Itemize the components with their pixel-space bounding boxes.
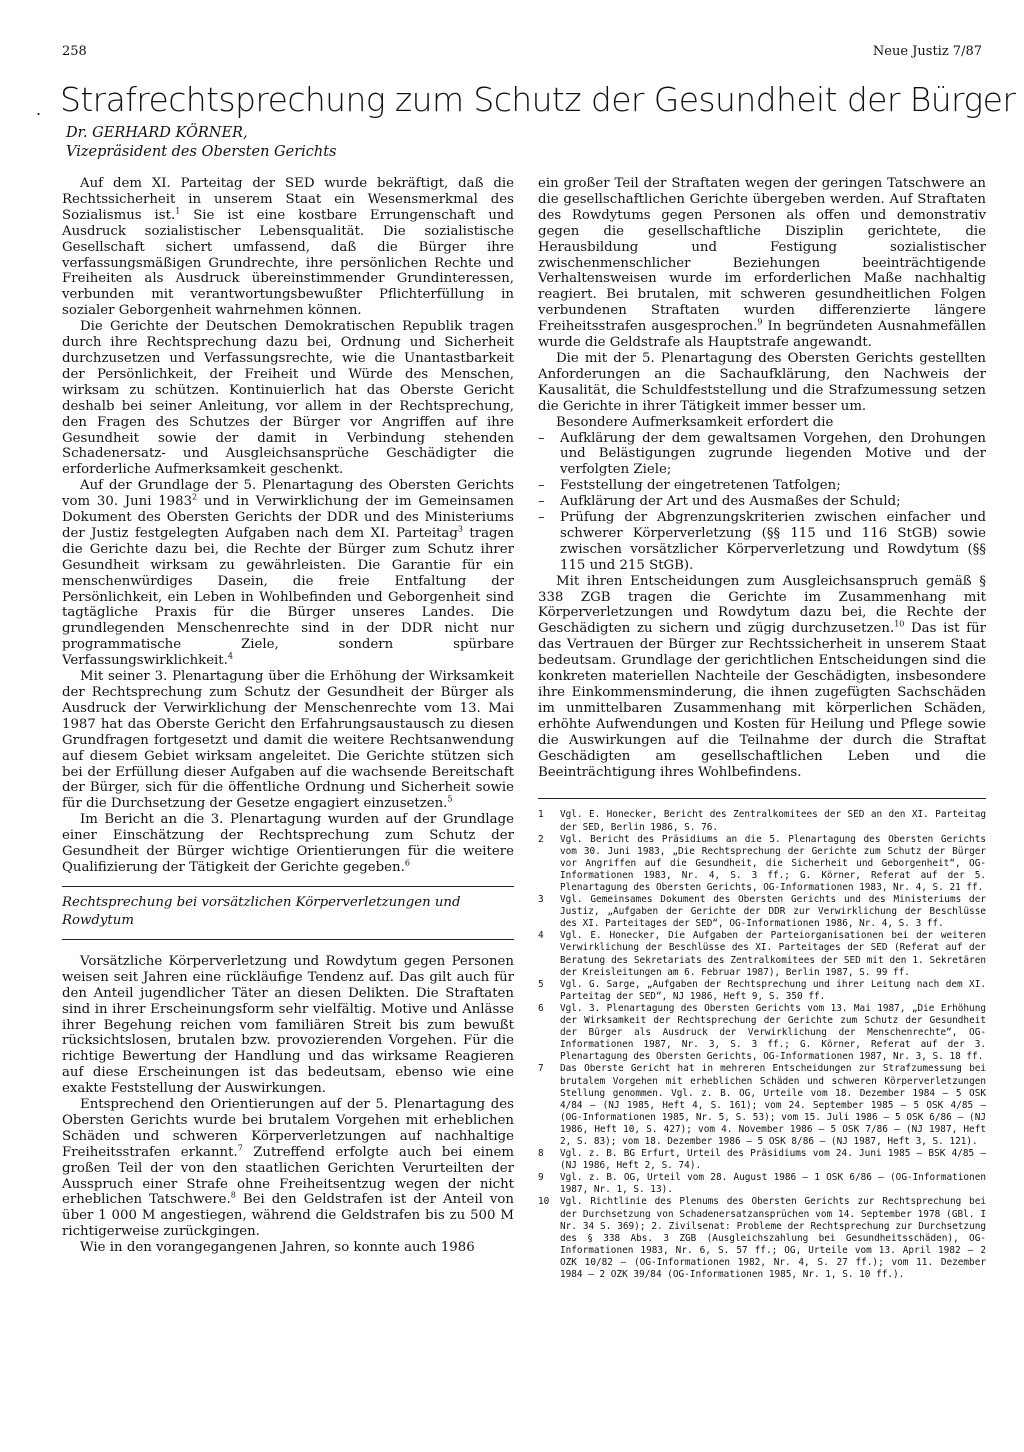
footnote-number: 10 [538, 1196, 550, 1208]
right-column [538, 176, 986, 1281]
footnote-number: 3 [538, 894, 544, 906]
footnote-ref[interactable]: 5 [447, 794, 453, 804]
paragraph: Mit seiner 3. Plenartagung über die Erhöhung der Wirksamkeit der Rechtsprechung zum Schutz der Gesundheit der Bürger als Ausdruck der Verwirklichung der Menschenrechte vom 13. Mai 1987 hat das Oberste Gericht den Erfahrungsaustausch zu diesen Grundfragen fortgesetzt und damit die weitere Rechtsanwendung auf diesem Gebiet wirksam angeleitet. Die Gerichte stützen sich bei der Erfüllung dieser Aufgaben auf die wachsende Bereitschaft der Bürger, sich für die öffentliche Ordnung und Sicherheit sowie für die Durchsetzung der Gesetze engagiert einzusetzen.$^5$ [62, 669, 514, 812]
paragraph: Besondere Aufmerksamkeit erfordert die [556, 414, 834, 430]
journal-issue: Neue Justiz 7/87 [872, 44, 982, 59]
footnote-number: 5 [538, 978, 544, 990]
author-role: Vizepräsident des Obersten Gerichts [66, 144, 337, 160]
author-block [66, 124, 337, 162]
list-item: – Aufklärung der dem gewaltsamen Vorgehen, den Drohungen und Belästigungen zugrunde liegenden Motive und der verfolgten Ziele; [538, 431, 986, 479]
list-item: – Prüfung der Abgrenzungskriterien zwischen einfacher und schwerer Körperverletzung (§§ 115 und 116 StGB) sowie zwischen vorsätzlicher Körperverletzung und Rowdytum (§§ 115 und 215 StGB). [538, 510, 986, 574]
footnote-ref[interactable]: 1 [175, 206, 181, 216]
footnote: 10 Vgl. Richtlinie des Plenums des Obersten Gerichts zur Rechtsprechung bei der Durchsetzung von Schadenersatzansprüchen vom 14. September 1978 (GBl. I Nr. 34 S. 369); 2. Zivilsenat: Probleme der Rechtsprechung zur Durchsetzung des § 338 Abs. 3 ZGB (Ausgleichszahlung bei Gesundheitsschäden), OG-Informationen 1983, Nr. 6, S. 57 ff.; OG, Urteile vom 13. April 1982 – 2 OZK 10/82 – (OG-Informationen 1982, Nr. 4, S. 27 ff.); vom 11. Dezember 1984 – 2 OZK 39/84 (OG-Informationen 1985, Nr. 1, S. 10 ff.). [538, 1196, 986, 1280]
page-number: 258 [62, 44, 87, 59]
footnote-ref[interactable]: 6 [404, 858, 410, 868]
paragraph: Wie in den vorangegangenen Jahren, so konnte auch 1986 [80, 1240, 475, 1256]
footnote: 4 Vgl. E. Honecker, Die Aufgaben der Parteiorganisationen bei der weiteren Verwirklichung der Beschlüsse des XI. Parteitages der SED (Referat auf der Beratung des Sekretariats des Zentralkomitees der SED mit den 1. Sekretären der Kreisleitungen am 6. Februar 1987), Berlin 1987, S. 99 ff. [538, 930, 986, 978]
footnote-ref[interactable]: 7 [237, 1143, 243, 1153]
paragraph: ein großer Teil der Straftaten wegen der geringen Tatschwere an die gesellschaftlichen Gerichte übergeben werden. Auf Straftaten des Rowdytums gegen Personen als offen und demonstrativ gegen die gesellschaftliche Disziplin gerichtete, die Herausbildung und Festigung sozialistischer zwischenmenschlicher Beziehungen beeinträchtigende Verhaltensweisen wurde im erforderlichen Maße nachhaltig reagiert. Bei brutalen, mit schweren gesundheitlichen Folgen verbundenen Straftaten wurden differenzierte längere Freiheitsstrafen ausgesprochen.$^9$ In begründeten Ausnahmefällen wurde die Geldstrafe als Hauptstrafe angewandt. [538, 176, 987, 351]
footnote: 3 Vgl. Gemeinsames Dokument des Obersten Gerichts und des Ministeriums der Justiz, „Aufgaben der Gerichte der DDR zur Verwirklichung der Beschlüsse des XI. Parteitages der SED“, OG-Informationen 1986, Nr. 4, S. 3 ff. [538, 894, 986, 930]
paragraph: Die Gerichte der Deutschen Demokratischen Republik tragen durch ihre Rechtsprechung dazu bei, Ordnung und Sicherheit durchzusetzen und Verfassungsrechte, wie die Unantastbarkeit der Persönlichkeit, der Freiheit und Würde des Menschen, wirksam zu schützen. Kontinuierlich hat das Oberste Gericht deshalb bei seiner Anleitung, vor allem in der Rechtsprechung, den Fragen des Schutzes der Bürger vor Angriffen auf ihre Gesundheit sowie der damit in Verbindung stehenden Schadenersatz- und Ausgleichsansprüche Geschädigter die erforderliche Aufmerksamkeit geschenkt. [62, 319, 514, 478]
footnote-ref[interactable]: 10 [894, 619, 905, 629]
footnote: 2 Vgl. Bericht des Präsidiums an die 5. Plenartagung des Obersten Gerichts vom 30. Juni 1983, „Die Rechtsprechung der Gerichte zum Schutz der Bürger vor Angriffen auf die Gesundheit, die Sicherheit und Geborgenheit“, OG-Informationen 1983, Nr. 4, S. 3 ff.; G. Körner, Referat auf der 5. Plenartagung des Obersten Gerichts, OG-Informationen 1983, Nr. 4, S. 21 ff. [538, 833, 986, 893]
footnote-ref[interactable]: 9 [757, 317, 763, 327]
list-item: – Feststellung der eingetretenen Tatfolgen; [538, 478, 986, 494]
footnote-number: 6 [538, 1002, 544, 1014]
footnote-number: 8 [538, 1148, 544, 1160]
footnotes [538, 798, 986, 1281]
footnote: 1 Vgl. E. Honecker, Bericht des Zentralkomitees der SED an den XI. Parteitag der SED, Berlin 1986, S. 76. [538, 809, 986, 833]
footnote-number: 7 [538, 1063, 544, 1075]
paragraph: Auf der Grundlage der 5. Plenartagung des Obersten Gerichts vom 30. Juni 1983$^2$ und in Verwirklichung der im Gemeinsamen Dokument des Obersten Gerichts der DDR und des Ministeriums der Justiz festgelegten Aufgaben nach dem XI. Parteitag$^3$ tragen die Gerichte dazu bei, die Rechte der Bürger zum Schutz ihrer Gesundheit wirksam zu gewährleisten. Die Garantie für ein menschenwürdiges Dasein, die freie Entfaltung der Persönlichkeit, ein Leben in Wohlbefinden und Geborgenheit sind tagtägliche Praxis für die Bürger unseres Landes. Die grundlegenden Menschenrechte sind in der DDR nicht nur programmatische Ziele, sondern spürbare Verfassungswirklichkeit.$^4$ [62, 478, 514, 669]
footnote-ref[interactable]: 3 [457, 524, 463, 534]
article-title: Strafrechtsprechung zum Schutz der Gesundheit der Bürger [60, 80, 1016, 119]
footnote: 5 Vgl. G. Sarge, „Aufgaben der Rechtsprechung und ihrer Leitung nach dem XI. Parteitag der SED“, NJ 1986, Heft 9, S. 350 ff. [538, 978, 986, 1002]
footnote: 8 Vgl. z. B. BG Erfurt, Urteil des Präsidiums vom 24. Juni 1985 – BSK 4/85 – (NJ 1986, Heft 2, S. 74). [538, 1148, 986, 1172]
paragraph: Im Bericht an die 3. Plenartagung wurden auf der Grundlage einer Einschätzung der Rechtsprechung zum Schutz der Gesundheit der Bürger wichtige Orientierungen für die weitere Qualifizierung der Tätigkeit der Gerichte gegeben.$^6$ [62, 812, 514, 875]
footnote-ref[interactable]: 4 [227, 651, 233, 661]
section-heading: Rechtsprechung bei vorsätzlichen Körperverletzungen und Rowdytum [62, 886, 514, 940]
paragraph: Die mit der 5. Plenartagung des Obersten Gerichts gestellten Anforderungen an die Sachaufklärung, den Nachweis der Kausalität, die Schuldfeststellung und die Strafzumessung setzen die Gerichte in ihrer Tätigkeit immer besser um. [538, 350, 986, 414]
paragraph: Vorsätzliche Körperverletzung und Rowdytum gegen Personen weisen seit Jahren eine rückläufige Tendenz auf. Das gilt auch für den Anteil jugendlicher Täter an diesen Delikten. Die Straftaten sind in ihrer Erscheinungsform sehr vielfältig. Motive und Anlässe ihrer Begehung reichen vom familiären Streit bis zum bewußt rücksichtslosen, brutalen bzw. provozierenden Vorgehen. Für die richtige Bewertung der Handlung und das wirksame Reagieren auf diese Erscheinungen ist das bedeutsam, ebenso wie eine exakte Feststellung der Auswirkungen. [62, 953, 514, 1097]
left-column [62, 176, 514, 1256]
author-name: Dr. GERHARD KÖRNER, [66, 125, 248, 141]
footnote-ref[interactable]: 2 [192, 492, 198, 502]
footnote-number: 9 [538, 1172, 544, 1184]
footnote-number: 4 [538, 930, 544, 942]
page-header [62, 44, 982, 64]
list-item: – Aufklärung der Art und des Ausmaßes der Schuld; [538, 494, 986, 510]
footnote: 6 Vgl. 3. Plenartagung des Obersten Gerichts vom 13. Mai 1987, „Die Erhöhung der Wirksamkeit der Rechtsprechung der Gerichte zum Schutz der Gesundheit der Bürger als Ausdruck der Verwirklichung der Menschenrechte“, OG-Informationen 1987, Nr. 3, S. 3 ff.; G. Körner, Referat auf der 3. Plenartagung des Obersten Gerichts, OG-Informationen 1987, Nr. 3, S. 18 ff. [538, 1002, 986, 1063]
paragraph: Auf dem XI. Parteitag der SED wurde bekräftigt, daß die Rechtssicherheit in unserem Staat ein Wesensmerkmal des Sozialismus ist.$^1$ Sie ist eine kostbare Errungenschaft und Ausdruck sozialistischer Lebensqualität. Die sozialistische Gesellschaft sichert umfassend, daß die Bürger ihre verfassungsmäßigen Grundrechte, ihre persönlichen Rechte und Freiheiten als Ausdruck übereinstimmender Grundinteressen, verbunden mit verantwortungsbewußter Pflichterfüllung in sozialer Geborgenheit wahrnehmen können. [62, 176, 514, 319]
footnote: 7 Das Oberste Gericht hat in mehreren Entscheidungen zur Strafzumessung bei brutalem Vorgehen mit erheblichen Schäden und schweren Körperverletzungen Stellung genommen. Vgl. z. B. OG, Urteile vom 18. Dezember 1984 – 5 OSK 4/84 – (NJ 1985, Heft 4, S. 161); vom 24. September 1985 – 5 OSK 4/85 – (OG-Informationen 1985, Nr. 5, S. 53); vom 15. Juli 1986 – 5 OSK 6/86 – (NJ 1986, Heft 10, S. 427); vom 4. November 1986 – 5 OSK 7/86 – (NJ 1987, Heft 2, S. 83); vom 18. Dezember 1986 – 5 OSK 8/86 – (NJ 1987, Heft 3, S. 121). [538, 1063, 986, 1147]
footnote-ref[interactable]: 8 [230, 1191, 236, 1201]
footnote-number: 2 [538, 833, 544, 845]
requirements-list [538, 431, 986, 574]
footnote-number: 1 [538, 809, 544, 821]
paragraph: Entsprechend den Orientierungen auf der 5. Plenartagung des Obersten Gerichts wurde bei brutalem Vorgehen mit erheblichen Schäden und schweren Körperverletzungen auf nachhaltige Freiheitsstrafen erkannt.$^7$ Zutreffend erfolgte auch bei einem großen Teil der von den staatlichen Gerichten Verurteilten der Ausspruch einer Strafe ohne Freiheitsentzug wegen der nicht erheblichen Tatschwere.$^8$ Bei den Geldstrafen ist der Anteil von über 1 000 M angestiegen, während die Geldstrafen bis zu 500 M richtigerweise zurückgingen. [62, 1097, 515, 1240]
margin-dot: . [36, 100, 42, 119]
paragraph: Mit ihren Entscheidungen zum Ausgleichsanspruch gemäß § 338 ZGB tragen die Gerichte im Zusammenhang mit Körperverletzungen und Rowdytum dazu bei, die Rechte der Geschädigten zu sichern und zügig durchzusetzen.$^{10}$ Das ist für das Vertrauen der Bürger zur Rechtssicherheit in unserem Staat bedeutsam. Grundlage der gerichtlichen Entscheidungen sind die konkreten materiellen Nachteile der Geschädigten, insbesondere ihre Einkommensminderung, die ihnen zugefügten Sachschäden im unmittelbaren Zusammenhang mit körperlichen Schäden, erhöhte Aufwendungen und Kosten für Heilung und Pflege sowie die Auswirkungen auf die Teilnahme der durch die Straftat Geschädigten am gesellschaftlichen Leben und die Beeinträchtigung ihres Wohlbefindens. [538, 573, 986, 780]
footnote: 9 Vgl. z. B. OG, Urteil vom 28. August 1986 – 1 OSK 6/86 – (OG-Informationen 1987, Nr. 1, S. 13). [538, 1172, 986, 1196]
